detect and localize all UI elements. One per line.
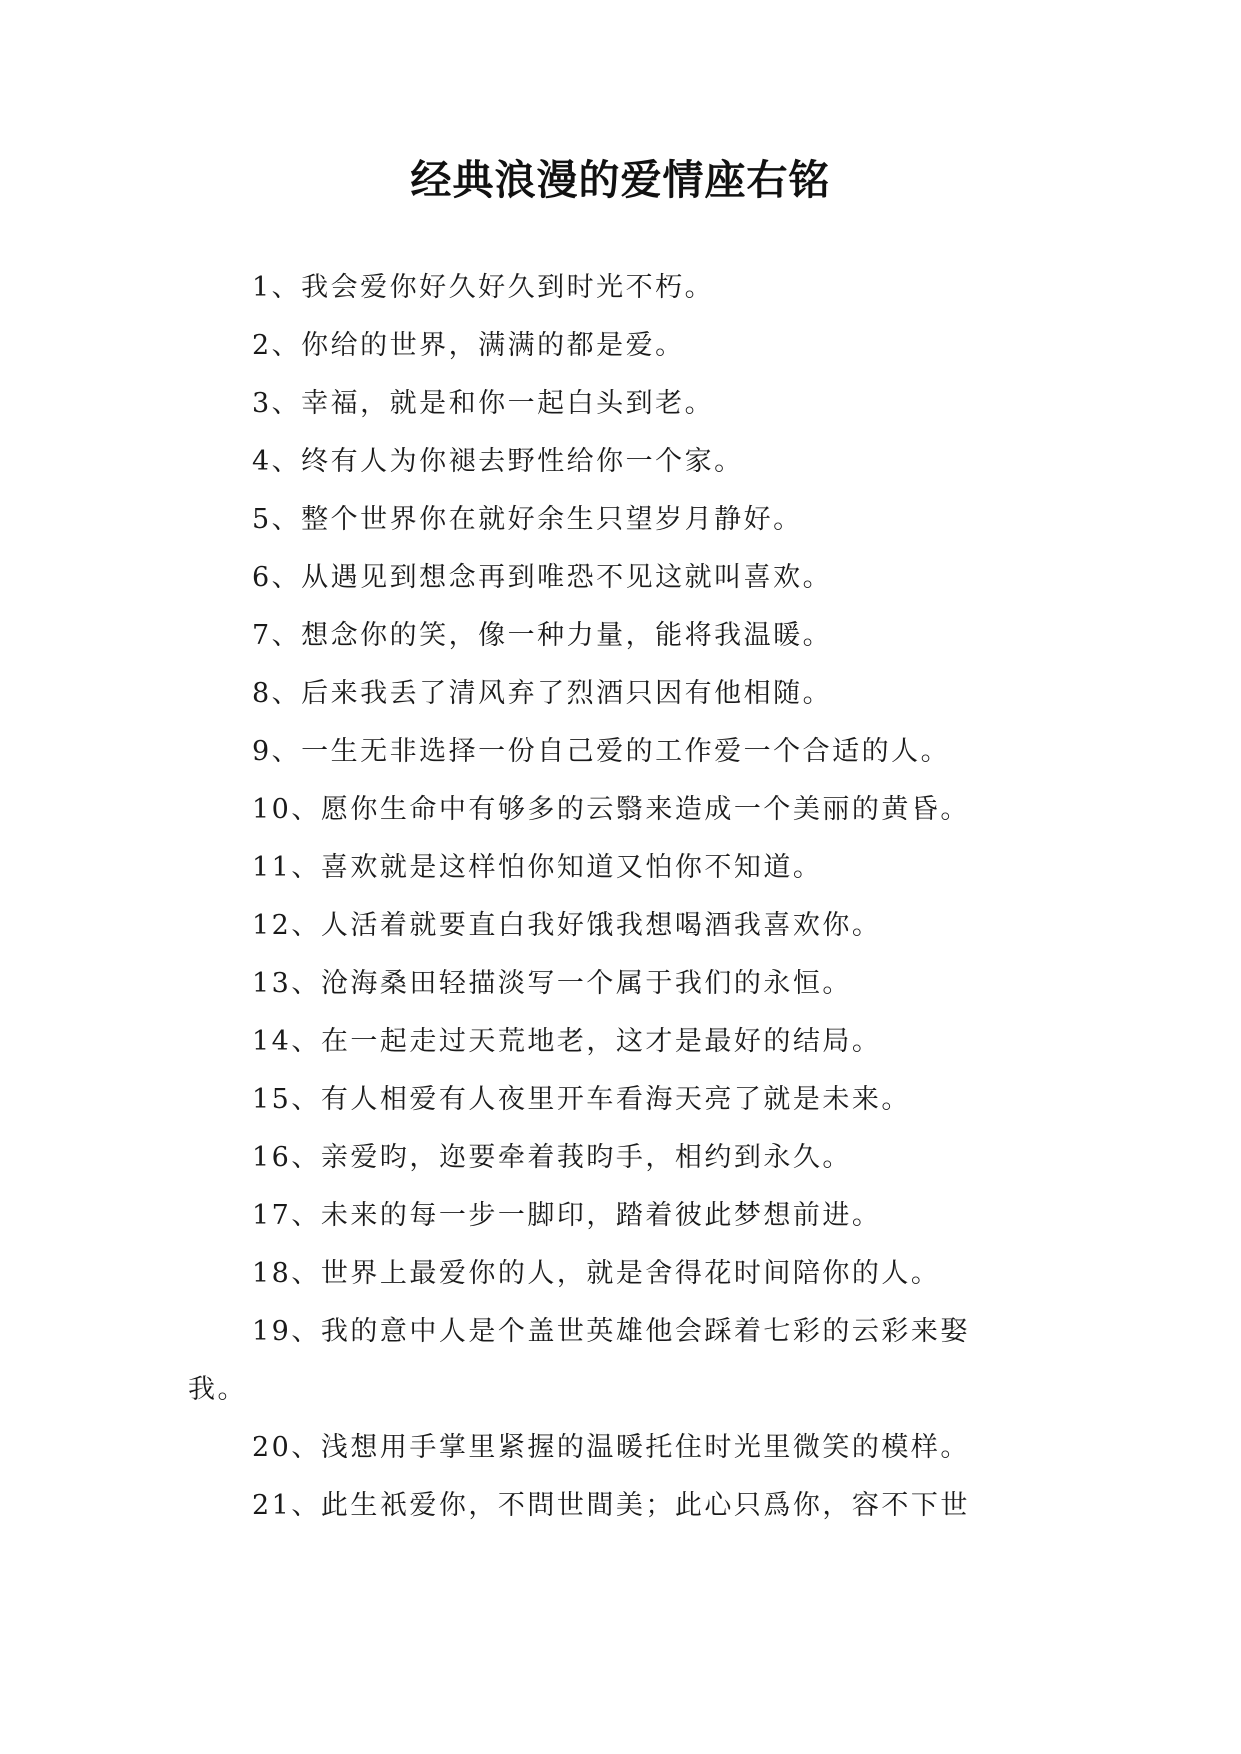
quote-line-7: 7、想念你的笑，像一种力量，能将我温暖。 <box>252 620 833 651</box>
quote-line-3: 3、幸福，就是和你一起白头到老。 <box>252 388 715 419</box>
quote-line-20: 20、浅想用手掌里紧握的温暖托住时光里微笑的模样。 <box>252 1432 970 1463</box>
quote-line-10: 10、愿你生命中有够多的云翳来造成一个美丽的黄昏。 <box>252 794 970 825</box>
quote-line-4: 4、终有人为你褪去野性给你一个家。 <box>252 446 744 477</box>
quote-line-19-continued: 我。 <box>188 1374 247 1405</box>
quote-line-17: 17、未来的每一步一脚印，踏着彼此梦想前进。 <box>252 1200 882 1231</box>
quote-line-16: 16、亲爱昀，迩要牵着莪昀手，相约到永久。 <box>252 1142 852 1173</box>
quote-line-19: 19、我的意中人是个盖世英雄他会踩着七彩的云彩来娶 <box>252 1316 970 1347</box>
document-title: 经典浪漫的爱情座右铭 <box>410 156 831 204</box>
quote-line-5: 5、整个世界你在就好余生只望岁月静好。 <box>252 504 803 535</box>
quote-line-14: 14、在一起走过天荒地老，这才是最好的结局。 <box>252 1026 882 1057</box>
quote-line-15: 15、有人相爱有人夜里开车看海天亮了就是未来。 <box>252 1084 911 1115</box>
quote-line-12: 12、人活着就要直白我好饿我想喝酒我喜欢你。 <box>252 910 882 941</box>
quote-line-9: 9、一生无非选择一份自己爱的工作爱一个合适的人。 <box>252 736 951 767</box>
quote-line-2: 2、你给的世界，满满的都是爱。 <box>252 330 685 361</box>
quote-line-6: 6、从遇见到想念再到唯恐不见这就叫喜欢。 <box>252 562 833 593</box>
quote-line-18: 18、世界上最爱你的人，就是舍得花时间陪你的人。 <box>252 1258 941 1289</box>
quote-list <box>188 259 1068 1535</box>
quote-line-8: 8、后来我丢了清风弃了烈酒只因有他相随。 <box>252 678 833 709</box>
quote-line-1: 1、我会爱你好久好久到时光不朽。 <box>252 272 715 303</box>
quote-line-13: 13、沧海桑田轻描淡写一个属于我们的永恒。 <box>252 968 852 999</box>
quote-line-21: 21、此生祇爱你，不問世間美；此心只爲你，容不下世 <box>252 1490 970 1521</box>
quote-line-11: 11、喜欢就是这样怕你知道又怕你不知道。 <box>252 852 823 883</box>
